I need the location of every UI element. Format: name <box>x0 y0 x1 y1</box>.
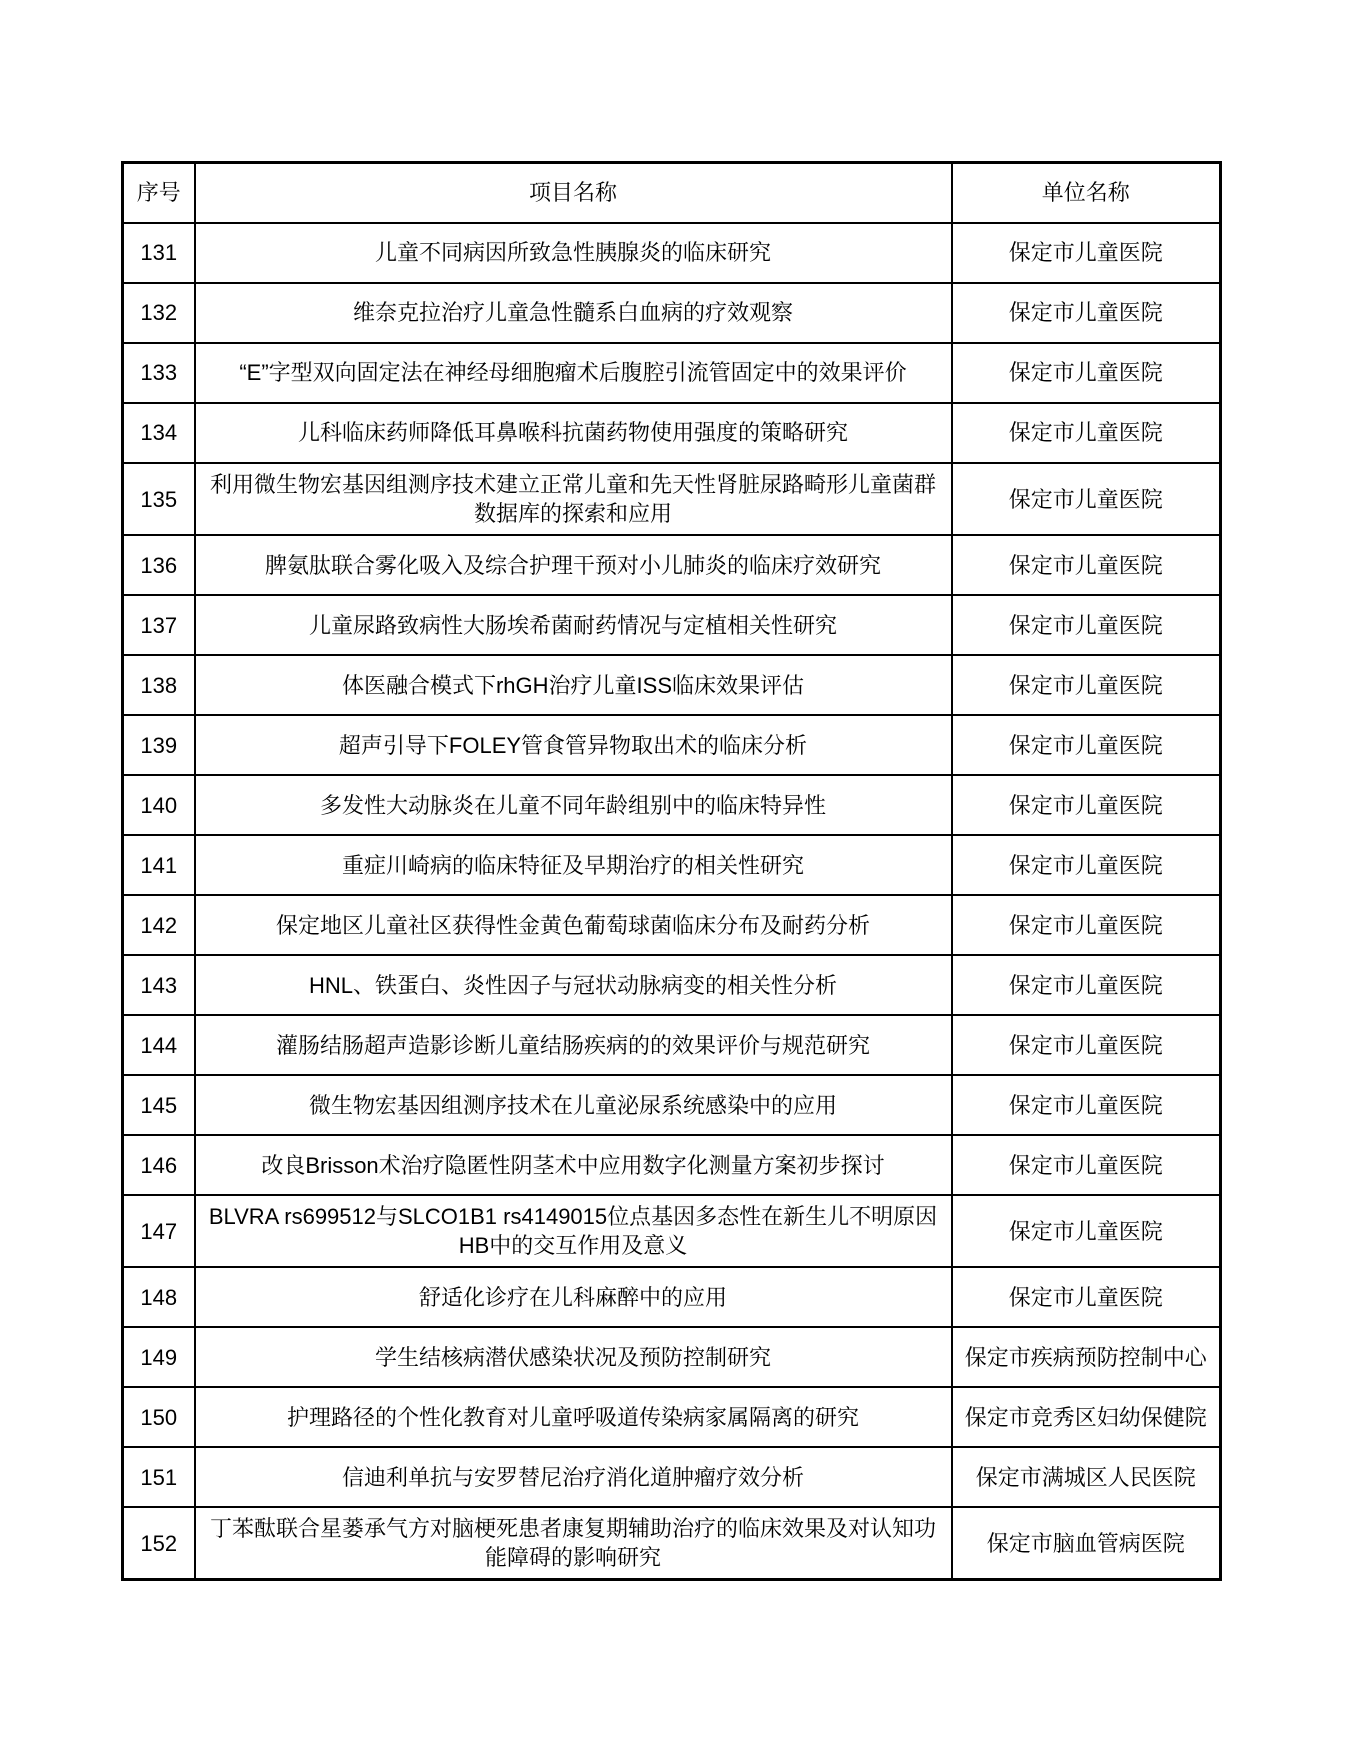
unit-name-cell: 保定市疾病预防控制中心 <box>952 1327 1221 1387</box>
serial-number-cell: 151 <box>123 1447 195 1507</box>
unit-name-cell: 保定市儿童医院 <box>952 595 1221 655</box>
project-name-cell: 重症川崎病的临床特征及早期治疗的相关性研究 <box>195 835 952 895</box>
table-row <box>123 223 1221 283</box>
project-name-cell: 学生结核病潜伏感染状况及预防控制研究 <box>195 1327 952 1387</box>
serial-number-cell: 139 <box>123 715 195 775</box>
project-name-cell: 脾氨肽联合雾化吸入及综合护理干预对小儿肺炎的临床疗效研究 <box>195 535 952 595</box>
serial-number-cell: 150 <box>123 1387 195 1447</box>
serial-number-cell: 146 <box>123 1135 195 1195</box>
project-name-cell: 护理路径的个性化教育对儿童呼吸道传染病家属隔离的研究 <box>195 1387 952 1447</box>
project-name-cell: 信迪利单抗与安罗替尼治疗消化道肿瘤疗效分析 <box>195 1447 952 1507</box>
unit-name-cell: 保定市脑血管病医院 <box>952 1507 1221 1580</box>
project-name-cell: 多发性大动脉炎在儿童不同年龄组别中的临床特异性 <box>195 775 952 835</box>
table-header-row <box>123 163 1221 224</box>
project-name-cell: 丁苯酞联合星蒌承气方对脑梗死患者康复期辅助治疗的临床效果及对认知功能障碍的影响研究 <box>195 1507 952 1580</box>
serial-number-cell: 140 <box>123 775 195 835</box>
unit-name-cell: 保定市儿童医院 <box>952 403 1221 463</box>
serial-number-cell: 137 <box>123 595 195 655</box>
project-name-cell: 儿科临床药师降低耳鼻喉科抗菌药物使用强度的策略研究 <box>195 403 952 463</box>
serial-number-cell: 142 <box>123 895 195 955</box>
serial-number-cell: 143 <box>123 955 195 1015</box>
serial-number-cell: 131 <box>123 223 195 283</box>
unit-name-cell: 保定市儿童医院 <box>952 895 1221 955</box>
serial-number-cell: 147 <box>123 1195 195 1267</box>
table-row <box>123 1195 1221 1267</box>
unit-name-cell: 保定市儿童医院 <box>952 463 1221 535</box>
project-name-cell: 体医融合模式下rhGH治疗儿童ISS临床效果评估 <box>195 655 952 715</box>
project-name-cell: 维奈克拉治疗儿童急性髓系白血病的疗效观察 <box>195 283 952 343</box>
project-name-cell: 灌肠结肠超声造影诊断儿童结肠疾病的的效果评价与规范研究 <box>195 1015 952 1075</box>
table-row <box>123 1267 1221 1327</box>
project-name-cell: 儿童不同病因所致急性胰腺炎的临床研究 <box>195 223 952 283</box>
unit-name-cell: 保定市满城区人民医院 <box>952 1447 1221 1507</box>
project-name-cell: 保定地区儿童社区获得性金黄色葡萄球菌临床分布及耐药分析 <box>195 895 952 955</box>
table-row <box>123 1015 1221 1075</box>
serial-number-cell: 152 <box>123 1507 195 1580</box>
project-table <box>121 161 1222 1581</box>
project-name-cell: 改良Brisson术治疗隐匿性阴茎术中应用数字化测量方案初步探讨 <box>195 1135 952 1195</box>
project-name-cell: HNL、铁蛋白、炎性因子与冠状动脉病变的相关性分析 <box>195 955 952 1015</box>
unit-name-cell: 保定市儿童医院 <box>952 655 1221 715</box>
table-row <box>123 895 1221 955</box>
unit-name-cell: 保定市儿童医院 <box>952 1075 1221 1135</box>
project-name-cell: “E”字型双向固定法在神经母细胞瘤术后腹腔引流管固定中的效果评价 <box>195 343 952 403</box>
serial-number-cell: 133 <box>123 343 195 403</box>
unit-name-cell: 保定市儿童医院 <box>952 955 1221 1015</box>
unit-name-cell: 保定市儿童医院 <box>952 715 1221 775</box>
project-name-cell: 微生物宏基因组测序技术在儿童泌尿系统感染中的应用 <box>195 1075 952 1135</box>
table-row <box>123 835 1221 895</box>
table-body <box>123 223 1221 1580</box>
project-name-cell: 舒适化诊疗在儿科麻醉中的应用 <box>195 1267 952 1327</box>
table-row <box>123 343 1221 403</box>
unit-name-cell: 保定市儿童医院 <box>952 223 1221 283</box>
unit-name-cell: 保定市儿童医院 <box>952 535 1221 595</box>
table-row <box>123 1387 1221 1447</box>
unit-name-cell: 保定市儿童医院 <box>952 1267 1221 1327</box>
project-name-cell: 儿童尿路致病性大肠埃希菌耐药情况与定植相关性研究 <box>195 595 952 655</box>
unit-name-cell: 保定市儿童医院 <box>952 283 1221 343</box>
serial-number-cell: 134 <box>123 403 195 463</box>
project-name-cell: BLVRA rs699512与SLCO1B1 rs4149015位点基因多态性在新生儿不明原因HB中的交互作用及意义 <box>195 1195 952 1267</box>
project-name-cell: 超声引导下FOLEY管食管异物取出术的临床分析 <box>195 715 952 775</box>
header-project-name: 项目名称 <box>195 163 952 224</box>
serial-number-cell: 136 <box>123 535 195 595</box>
table-row <box>123 955 1221 1015</box>
serial-number-cell: 135 <box>123 463 195 535</box>
table-row <box>123 535 1221 595</box>
serial-number-cell: 132 <box>123 283 195 343</box>
table-row <box>123 463 1221 535</box>
unit-name-cell: 保定市儿童医院 <box>952 1135 1221 1195</box>
unit-name-cell: 保定市儿童医院 <box>952 775 1221 835</box>
project-name-cell: 利用微生物宏基因组测序技术建立正常儿童和先天性肾脏尿路畸形儿童菌群数据库的探索和应用 <box>195 463 952 535</box>
serial-number-cell: 138 <box>123 655 195 715</box>
table-row <box>123 1327 1221 1387</box>
serial-number-cell: 149 <box>123 1327 195 1387</box>
table-row <box>123 1507 1221 1580</box>
serial-number-cell: 144 <box>123 1015 195 1075</box>
unit-name-cell: 保定市儿童医院 <box>952 1195 1221 1267</box>
table-row <box>123 1447 1221 1507</box>
table-row <box>123 403 1221 463</box>
serial-number-cell: 148 <box>123 1267 195 1327</box>
table-row <box>123 1075 1221 1135</box>
serial-number-cell: 145 <box>123 1075 195 1135</box>
header-serial-number: 序号 <box>123 163 195 224</box>
table-row <box>123 1135 1221 1195</box>
table-row <box>123 283 1221 343</box>
table-row <box>123 655 1221 715</box>
unit-name-cell: 保定市竞秀区妇幼保健院 <box>952 1387 1221 1447</box>
serial-number-cell: 141 <box>123 835 195 895</box>
table-row <box>123 595 1221 655</box>
unit-name-cell: 保定市儿童医院 <box>952 1015 1221 1075</box>
unit-name-cell: 保定市儿童医院 <box>952 835 1221 895</box>
header-unit-name: 单位名称 <box>952 163 1221 224</box>
table-row <box>123 775 1221 835</box>
table-row <box>123 715 1221 775</box>
unit-name-cell: 保定市儿童医院 <box>952 343 1221 403</box>
